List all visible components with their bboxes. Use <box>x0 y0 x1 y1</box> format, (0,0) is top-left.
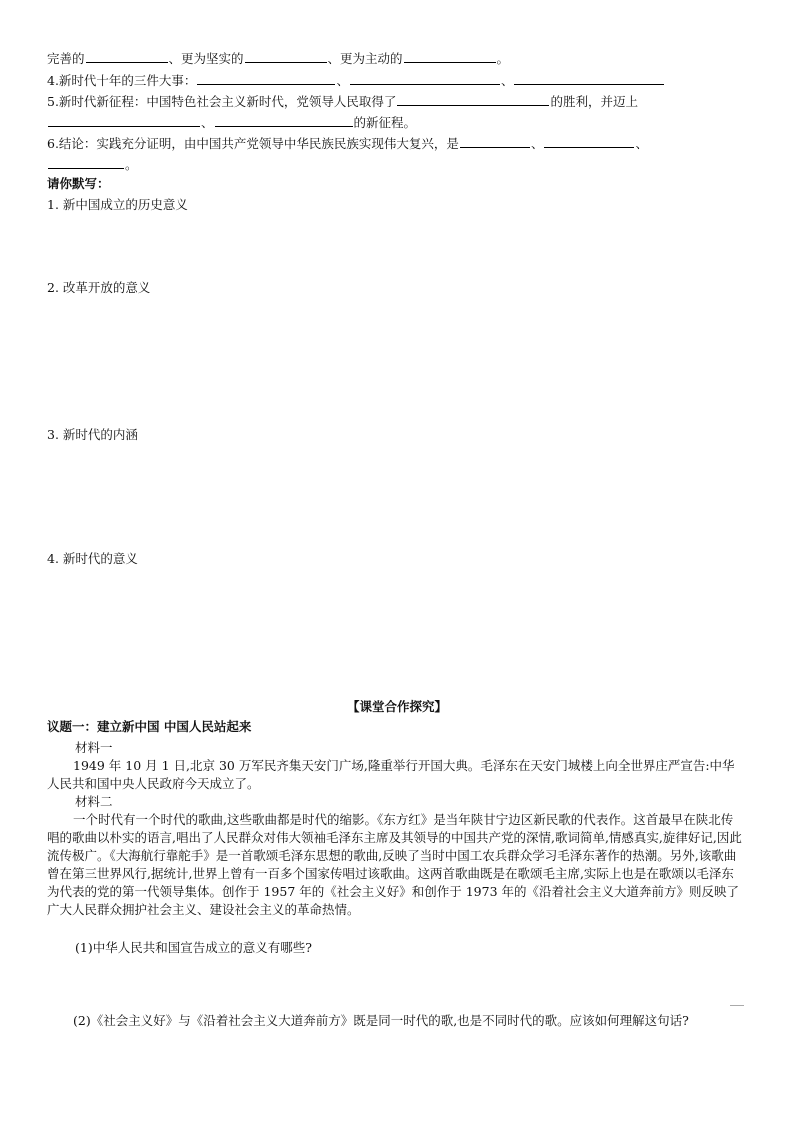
recite-item: 3. 新时代的内涵 <box>47 427 138 442</box>
material-label: 材料一 <box>75 740 113 755</box>
recite-item: 2. 改革开放的意义 <box>47 280 151 295</box>
fill-line-3 <box>47 93 638 110</box>
blank-field[interactable] <box>544 135 634 148</box>
material-text: 1949 年 10 月 1 日,北京 30 万军民齐集天安门广场,隆重举行开国大典。毛泽东在天安门城楼上向全世界庄严宣告:中华人民共和国中央人民政府今天成立了。 <box>47 758 735 791</box>
blank-field[interactable] <box>48 114 200 127</box>
text: 、 <box>635 136 648 151</box>
fill-line-4 <box>47 114 416 131</box>
text: 、更为主动的 <box>327 51 403 66</box>
recite-heading: 请你默写： <box>47 176 110 191</box>
text: 4.新时代十年的三件大事： <box>47 73 197 88</box>
text: 、更为坚实的 <box>168 51 244 66</box>
divider-mark <box>730 1005 744 1006</box>
fill-line-6 <box>47 156 138 173</box>
blank-field[interactable] <box>215 114 353 127</box>
blank-field[interactable] <box>86 50 168 63</box>
question: (1)中华人民共和国宣告成立的意义有哪些? <box>75 940 312 955</box>
text: 、 <box>500 73 514 88</box>
blank-field[interactable] <box>514 72 664 85</box>
text: 、 <box>530 136 544 151</box>
text: 6.结论：实践充分证明，由中国共产党领导中华民族民族实现伟大复兴，是 <box>47 136 459 151</box>
topic-heading: 议题一：建立新中国 中国人民站起来 <box>47 719 252 734</box>
fill-line-5 <box>47 135 648 152</box>
blank-field[interactable] <box>245 50 327 63</box>
blank-field[interactable] <box>350 72 500 85</box>
fill-line-2 <box>47 72 665 89</box>
blank-field[interactable] <box>197 72 335 85</box>
blank-field[interactable] <box>397 93 549 106</box>
material-label: 材料二 <box>75 794 113 809</box>
question: (2)《社会主义好》与《沿着社会主义大道奔前方》既是同一时代的歌,也是不同时代的歌。应该如何理解这句话? <box>73 1013 689 1028</box>
text: 的新征程。 <box>353 115 417 130</box>
text: 。 <box>496 51 510 66</box>
section-title: 【课堂合作探究】 <box>346 699 447 714</box>
material-text: 一个时代有一个时代的歌曲,这些歌曲都是时代的缩影。《东方红》是当年陕甘宁边区新民歌的代表作。这首最早在陕北传唱的歌曲以朴实的语言,唱出了人民群众对伟大领袖毛泽东主席及其领导的中国共产党的深情,歌词简单,情感真实,旋律好记,因此流传极广。《大海航行靠舵手》是一首歌颂毛泽东思想的歌曲,反映了当时中国工农兵群众学习毛泽东著作的热潮。另外,该歌曲曾在第三世界风行,据统计,世界上曾有一百多个国家传唱过该歌曲。这两首歌曲既是在歌颂毛主席,实际上也是在歌颂以毛泽东为代表的党的第一代领导集体。创作于 1957 年的《社会主义好》和创作于 1973 年的《沿着社会主义大道奔前方》则反映了广大人民群众拥护社会主义、建设社会主义的革命热情。 <box>47 812 742 917</box>
text: 。 <box>125 157 138 172</box>
text: 、 <box>336 73 349 88</box>
blank-field[interactable] <box>404 50 496 63</box>
text: 的胜利，并迈上 <box>550 94 638 109</box>
blank-field[interactable] <box>460 135 530 148</box>
recite-item: 1. 新中国成立的历史意义 <box>47 197 188 212</box>
recite-item: 4. 新时代的意义 <box>47 551 138 566</box>
text: 、 <box>201 115 214 130</box>
blank-field[interactable] <box>48 156 124 169</box>
text: 完善的 <box>47 51 85 66</box>
fill-line-1 <box>47 50 509 67</box>
text: 5.新时代新征程：中国特色社会主义新时代，党领导人民取得了 <box>47 94 397 109</box>
